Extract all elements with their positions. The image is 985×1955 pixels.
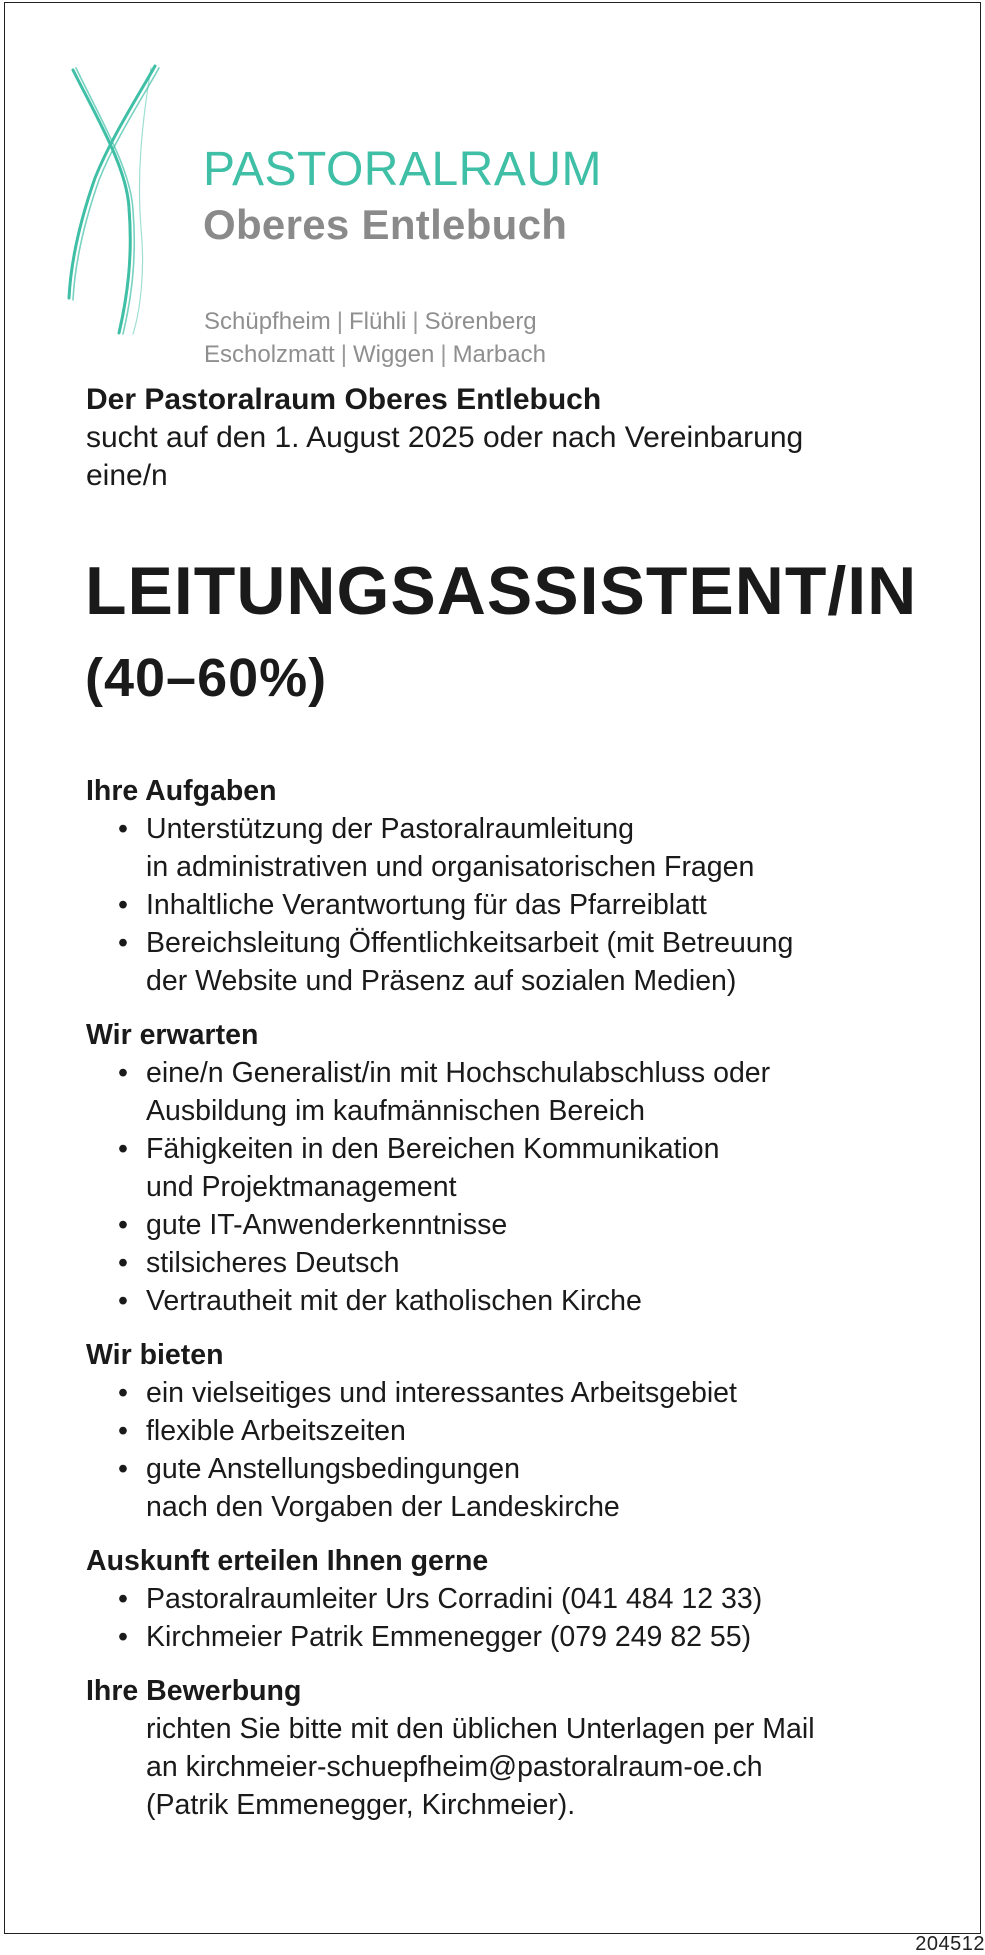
contact-line: Kirchmeier Patrik Emmenegger (079 249 82 55): [146, 1621, 752, 1653]
pastoralraum-logo-mark-icon: [67, 58, 197, 338]
section-heading: Wir bieten: [86, 1339, 224, 1371]
section-heading: Ihre Bewerbung: [86, 1675, 302, 1707]
bullet-icon: •: [118, 1057, 128, 1089]
section-heading: Ihre Aufgaben: [86, 775, 277, 807]
list-item-text: ein vielseitiges und interessantes Arbeitsgebiet: [146, 1377, 737, 1409]
bullet-icon: •: [118, 889, 128, 921]
list-item: [86, 1618, 966, 1656]
section-application: [86, 1672, 966, 1824]
list-item: [86, 810, 966, 886]
bullet-list: [86, 1374, 966, 1526]
section-offer: [86, 1336, 966, 1526]
list-item-text: Inhaltliche Verantwortung für das Pfarreiblatt: [146, 889, 707, 921]
list-item-text: und Projektmanagement: [146, 1171, 457, 1203]
logo-places-line2: [204, 343, 546, 367]
list-item: [86, 1244, 966, 1282]
bullet-icon: •: [118, 1285, 128, 1317]
application-text: [86, 1710, 966, 1824]
list-item: [86, 886, 966, 924]
place-separator: |: [336, 308, 343, 335]
section-heading: Auskunft erteilen Ihnen gerne: [86, 1545, 489, 1577]
bullet-icon: •: [118, 1247, 128, 1279]
list-item-text: flexible Arbeitszeiten: [146, 1415, 406, 1447]
list-item-text: Bereichsleitung Öffentlichkeitsarbeit (mit Betreuung: [146, 927, 794, 959]
list-item-text: gute IT-Anwenderkenntnisse: [146, 1209, 508, 1241]
contact-line: Pastoralraumleiter Urs Corradini (041 484 12 33): [146, 1583, 763, 1615]
list-item-text: eine/n Generalist/in mit Hochschulabschluss oder: [146, 1057, 771, 1089]
bullet-icon: •: [118, 1415, 128, 1447]
place-name: Flühli: [348, 308, 407, 335]
section-heading: Wir erwarten: [86, 1019, 259, 1051]
list-item: [86, 1206, 966, 1244]
list-item: [86, 1580, 966, 1618]
place-name: Escholzmatt: [204, 341, 335, 368]
ad-frame: [4, 2, 981, 1934]
list-item-text: Ausbildung im kaufmännischen Bereich: [146, 1095, 646, 1127]
place-name: Wiggen: [352, 341, 435, 368]
logo-title: PASTORALRAUM: [203, 143, 602, 196]
list-item: [86, 924, 966, 1000]
application-email-line: an kirchmeier-schuepfheim@pastoralraum-oe.ch: [146, 1751, 763, 1783]
place-separator: |: [440, 341, 447, 368]
ad-code: 204512: [915, 1933, 985, 1955]
bullet-icon: •: [118, 927, 128, 959]
list-item: [86, 1130, 966, 1206]
bullet-icon: •: [118, 1133, 128, 1165]
logo: [67, 58, 602, 368]
bullet-list: [86, 1054, 966, 1320]
list-item-text: stilsicheres Deutsch: [146, 1247, 400, 1279]
bullet-icon: •: [118, 1453, 128, 1485]
list-item-text: der Website und Präsenz auf sozialen Medien): [146, 965, 737, 997]
logo-places-line1: [204, 310, 537, 334]
place-name: Sörenberg: [424, 308, 537, 335]
job-workload: (40–60%): [85, 648, 328, 708]
application-line: (Patrik Emmenegger, Kirchmeier).: [146, 1789, 576, 1821]
list-item-text: gute Anstellungsbedingungen: [146, 1453, 520, 1485]
place-separator: |: [412, 308, 419, 335]
bullet-icon: •: [118, 813, 128, 845]
intro-line: eine/n: [86, 459, 168, 492]
bullet-icon: •: [118, 1377, 128, 1409]
intro-text: [86, 381, 946, 495]
job-title: LEITUNGSASSISTENT/IN: [85, 553, 918, 629]
list-item: [86, 1450, 966, 1526]
list-item: [86, 1282, 966, 1320]
bullet-icon: •: [118, 1621, 128, 1653]
place-name: Marbach: [452, 341, 546, 368]
place-separator: |: [340, 341, 347, 368]
list-item-text: Unterstützung der Pastoralraumleitung: [146, 813, 634, 845]
list-item: [86, 1054, 966, 1130]
section-contact: [86, 1542, 966, 1656]
bullet-list: [86, 1580, 966, 1656]
intro-line: sucht auf den 1. August 2025 oder nach Vereinbarung: [86, 421, 804, 454]
place-name: Schüpfheim: [204, 308, 331, 335]
section-expectations: [86, 1016, 966, 1320]
bullet-icon: •: [118, 1209, 128, 1241]
list-item-text: Vertrautheit mit der katholischen Kirche: [146, 1285, 642, 1317]
bullet-list: [86, 810, 966, 1000]
list-item-text: in administrativen und organisatorischen Fragen: [146, 851, 755, 883]
logo-subtitle: Oberes Entlebuch: [203, 201, 568, 248]
bullet-icon: •: [118, 1583, 128, 1615]
section-tasks: [86, 772, 966, 1000]
list-item: [86, 1374, 966, 1412]
list-item-text: nach den Vorgaben der Landeskirche: [146, 1491, 620, 1523]
list-item-text: Fähigkeiten in den Bereichen Kommunikation: [146, 1133, 720, 1165]
application-line: richten Sie bitte mit den üblichen Unterlagen per Mail: [146, 1713, 815, 1745]
list-item: [86, 1412, 966, 1450]
intro-organization: Der Pastoralraum Oberes Entlebuch: [86, 383, 602, 416]
job-details: [86, 772, 966, 1840]
